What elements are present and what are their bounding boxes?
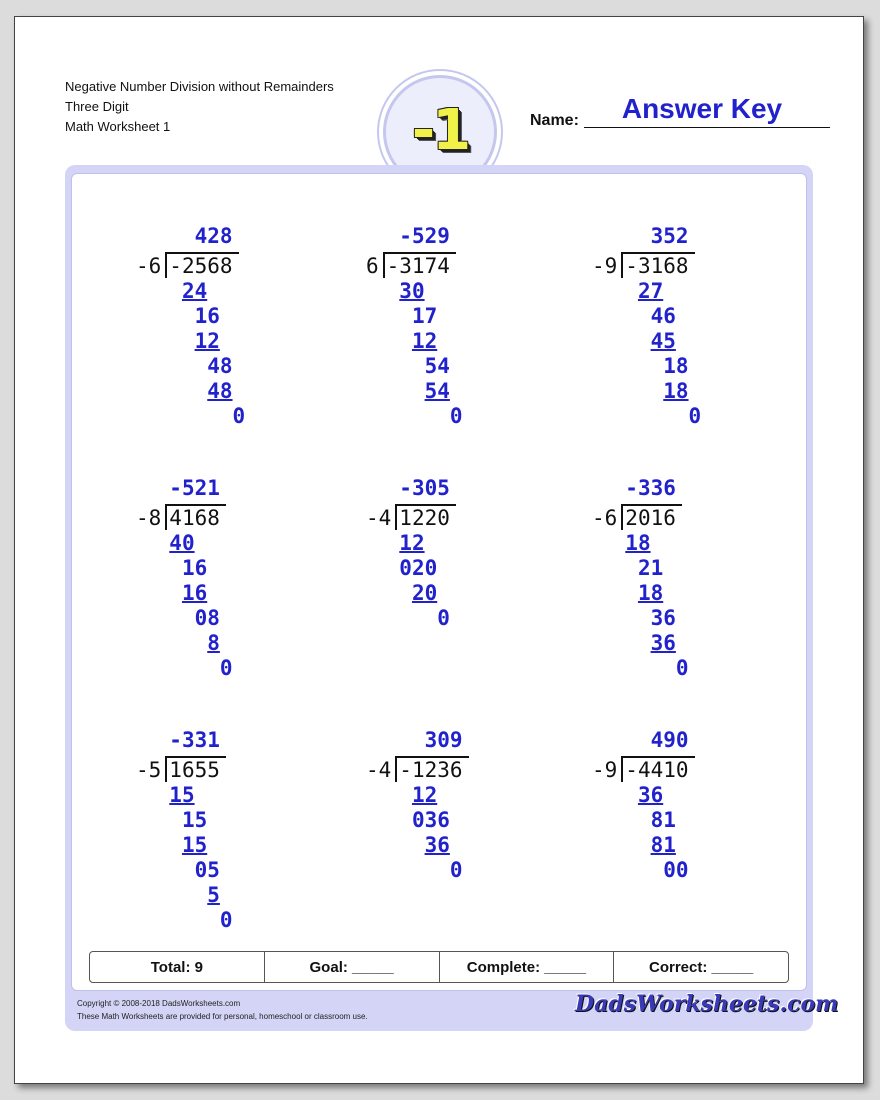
divisor: 6 — [366, 254, 379, 278]
dividend: -3174 — [386, 254, 450, 278]
division-bracket — [383, 252, 385, 278]
complete-cell: Complete: _____ — [440, 952, 615, 982]
division-problem — [136, 728, 336, 968]
quotient: -521 — [169, 476, 220, 500]
quotient: -529 — [399, 224, 450, 248]
quotient: -305 — [399, 476, 450, 500]
work-remainder: 21 — [637, 556, 664, 580]
name-label: Name: — [530, 112, 579, 129]
work-product: 48 — [207, 379, 233, 403]
work-product: 45 — [650, 329, 676, 353]
division-problem — [136, 224, 336, 464]
dividend: -2568 — [169, 254, 233, 278]
quotient: -331 — [169, 728, 220, 752]
problems-area — [71, 173, 807, 991]
division-problem — [366, 728, 566, 968]
problems-frame — [65, 165, 839, 1031]
work-product: 12 — [194, 329, 220, 353]
work-remainder: 18 — [663, 354, 689, 378]
name-underline — [584, 127, 830, 128]
work-product: 40 — [169, 531, 195, 555]
work-remainder: 0 — [219, 908, 233, 932]
work-product: 27 — [637, 279, 664, 303]
work-product: 12 — [399, 531, 425, 555]
work-remainder: 05 — [194, 858, 220, 882]
dividend: 4168 — [169, 506, 220, 530]
worksheet-number: Math Worksheet 1 — [65, 119, 171, 134]
work-remainder: 0 — [219, 656, 233, 680]
quotient: -336 — [625, 476, 676, 500]
work-product: 20 — [411, 581, 438, 605]
work-remainder: 36 — [650, 606, 676, 630]
brand-logo: DadsWorksheets.com — [575, 991, 839, 1017]
work-product: 24 — [181, 279, 208, 303]
work-product: 36 — [637, 783, 664, 807]
work-product: 54 — [424, 379, 450, 403]
division-bracket — [621, 756, 623, 782]
work-product: 36 — [424, 833, 450, 857]
divisor: -6 — [136, 254, 162, 278]
work-remainder: 00 — [663, 858, 689, 882]
division-bracket — [621, 504, 623, 530]
worksheet-page — [14, 16, 864, 1084]
divisor: -4 — [366, 758, 392, 782]
dividend: 1655 — [169, 758, 220, 782]
quotient: 309 — [424, 728, 463, 752]
work-product: 18 — [625, 531, 651, 555]
work-remainder: 020 — [399, 556, 438, 580]
dividend: 1220 — [399, 506, 450, 530]
work-remainder: 16 — [181, 556, 208, 580]
work-product: 15 — [181, 833, 208, 857]
work-product: 81 — [650, 833, 676, 857]
work-product: 18 — [637, 581, 664, 605]
division-problem — [366, 224, 566, 464]
work-remainder: 0 — [449, 404, 463, 428]
work-product: 15 — [169, 783, 195, 807]
dividend: -4410 — [625, 758, 689, 782]
dividend: -3168 — [625, 254, 689, 278]
work-remainder: 46 — [650, 304, 676, 328]
divisor: -5 — [136, 758, 162, 782]
work-product: 18 — [663, 379, 689, 403]
division-bracket — [165, 252, 167, 278]
work-remainder: 0 — [437, 606, 450, 630]
quotient: 428 — [194, 224, 233, 248]
work-remainder: 48 — [207, 354, 233, 378]
copyright-text: Copyright © 2008-2018 DadsWorksheets.com — [77, 999, 241, 1008]
worksheet-title: Negative Number Division without Remainders — [65, 79, 334, 94]
usage-notice: These Math Worksheets are provided for personal, homeschool or classroom use. — [77, 1012, 368, 1021]
work-product: 12 — [411, 329, 438, 353]
dividend: -1236 — [399, 758, 463, 782]
division-bracket — [621, 252, 623, 278]
work-remainder: 0 — [232, 404, 246, 428]
divisor: -8 — [136, 506, 162, 530]
work-product: 16 — [181, 581, 208, 605]
work-remainder: 54 — [424, 354, 450, 378]
total-cell: Total: 9 — [90, 952, 265, 982]
dividend: 2016 — [625, 506, 676, 530]
division-problem — [136, 476, 336, 716]
divisor: -6 — [592, 506, 618, 530]
division-problem — [592, 728, 792, 968]
quotient: 352 — [650, 224, 689, 248]
work-product: 5 — [207, 883, 220, 907]
divisor: -4 — [366, 506, 392, 530]
work-remainder: 0 — [675, 656, 689, 680]
division-bracket — [165, 756, 167, 782]
answer-key-title: Answer Key — [621, 93, 783, 124]
divisor: -9 — [592, 758, 618, 782]
division-problem — [366, 476, 566, 716]
work-remainder: 15 — [181, 808, 208, 832]
work-remainder: 81 — [650, 808, 676, 832]
work-product: 8 — [207, 631, 220, 655]
division-problem — [592, 476, 792, 716]
work-remainder: 0 — [449, 858, 463, 882]
worksheet-subtitle: Three Digit — [65, 99, 129, 114]
work-product: 36 — [650, 631, 676, 655]
work-remainder: 16 — [194, 304, 220, 328]
correct-cell: Correct: _____ — [649, 958, 754, 976]
work-remainder: 17 — [411, 304, 438, 328]
work-product: 30 — [399, 279, 425, 303]
division-bracket — [395, 756, 397, 782]
division-bracket — [395, 504, 397, 530]
division-problem — [592, 224, 792, 464]
work-product: 12 — [411, 783, 438, 807]
work-remainder: 0 — [688, 404, 702, 428]
logo-text: -1 — [411, 98, 469, 163]
divisor: -9 — [592, 254, 618, 278]
work-remainder: 036 — [411, 808, 450, 832]
goal-cell: Goal: _____ — [265, 952, 440, 982]
division-bracket — [165, 504, 167, 530]
work-remainder: 08 — [194, 606, 220, 630]
quotient: 490 — [650, 728, 689, 752]
score-table — [89, 951, 789, 983]
